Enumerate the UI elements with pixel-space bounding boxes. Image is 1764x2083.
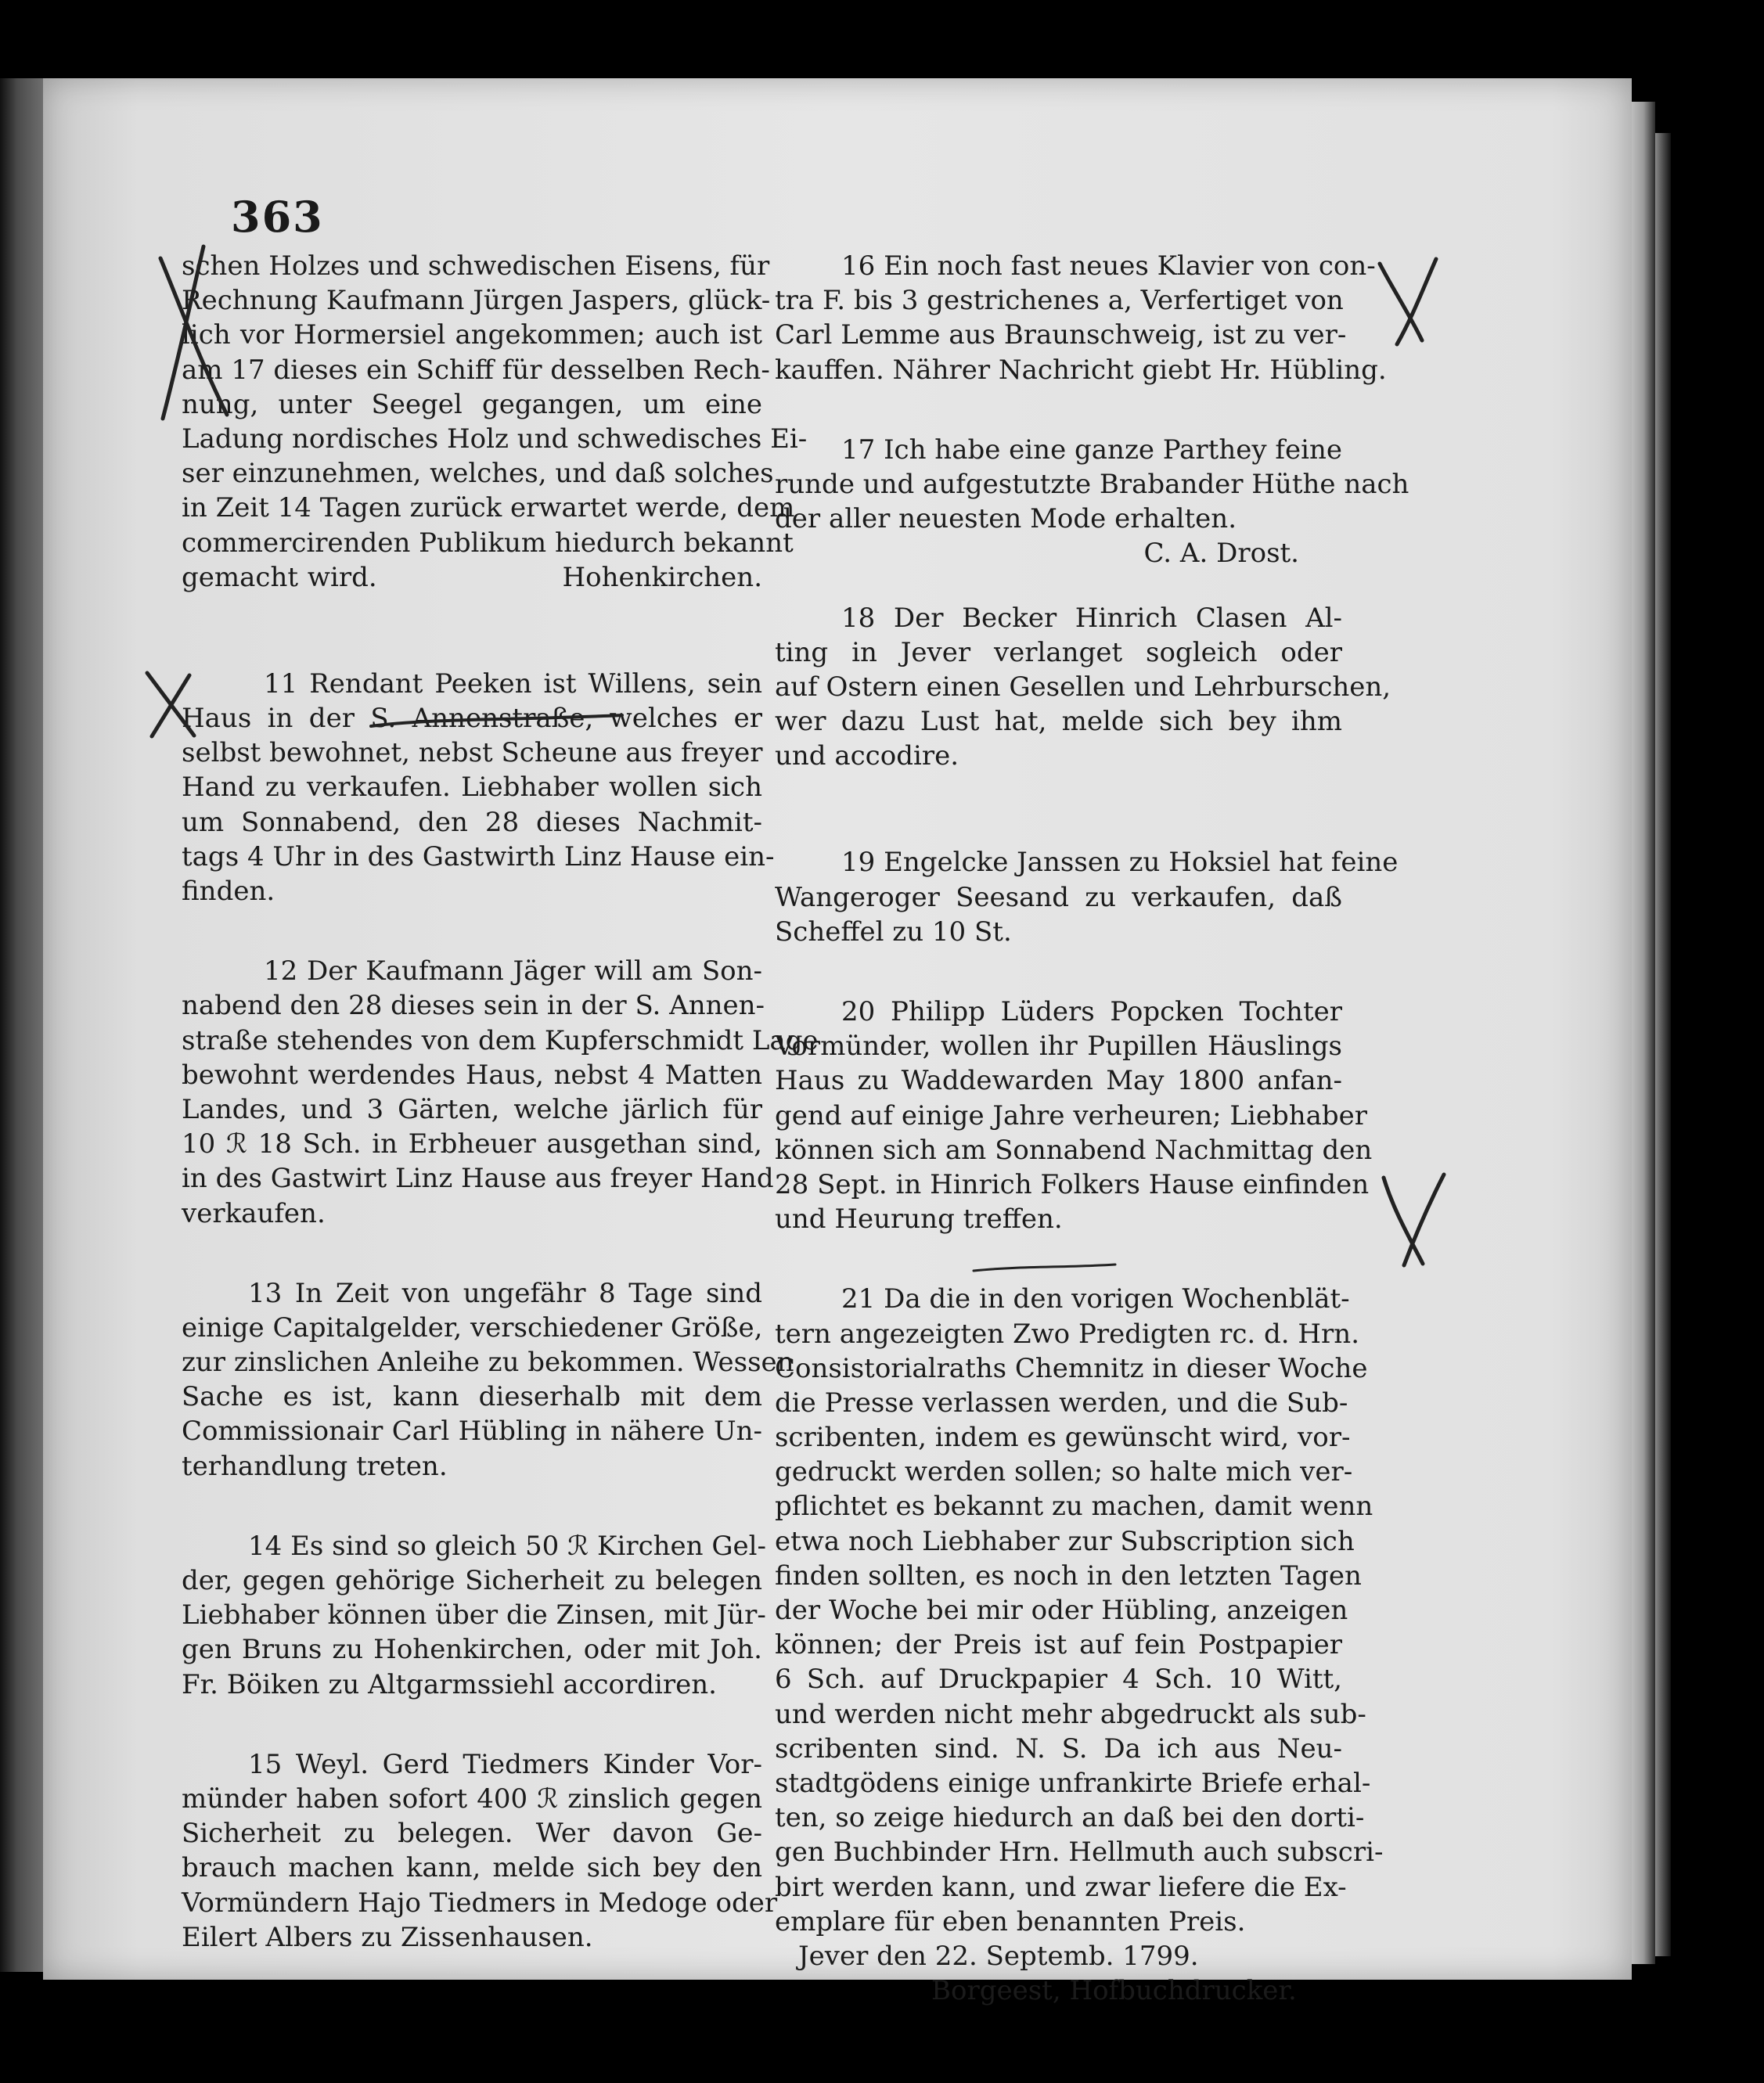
text-line: Ladung nordisches Holz und schwedisches Ei-	[182, 423, 808, 455]
text-line: einige Capitalgelder, verschiedener Größe,	[182, 1311, 763, 1344]
text-line: brauch machen kann, melde sich bey den	[182, 1852, 762, 1884]
text-line: nabend den 28 dieses sein in der S. Annen-	[182, 990, 765, 1022]
left-column	[182, 249, 819, 1955]
text-line: Commissionair Carl Hübling in nähere Un-	[182, 1416, 762, 1448]
pencil-x-mark	[149, 243, 235, 423]
text-line: 18 Der Becker Hinrich Clasen Al-	[841, 602, 1342, 634]
text-line: Consistorialraths Chemnitz in dieser Woche	[775, 1352, 1368, 1384]
text-line: und accodire.	[775, 740, 959, 772]
pencil-x-mark	[1373, 254, 1440, 348]
text-line: um Sonnabend, den 28 dieses Nachmit-	[182, 806, 762, 838]
text-line: auf Ostern einen Gesellen und Lehrburschen,	[775, 671, 1391, 703]
text-line: straße stehendes von dem Kupferschmidt Lage	[182, 1024, 819, 1056]
pencil-x-mark	[141, 669, 200, 739]
text-line: die Presse verlassen werden, und die Sub-	[775, 1387, 1348, 1419]
pencil-underline	[970, 1261, 1119, 1277]
text-line: stadtgödens einige unfrankirte Briefe erhal-	[775, 1767, 1371, 1799]
text-line: runde und aufgestutzte Brabander Hüthe nach	[775, 468, 1409, 500]
text-line: gend auf einige Jahre verheuren; Liebhaber	[775, 1099, 1368, 1131]
text-line: terhandlung treten.	[182, 1450, 448, 1482]
text-line: ser einzunehmen, welches, und daß solches	[182, 458, 774, 490]
text-line: 10 ℛ 18 Sch. in Erbheuer ausgethan sind,	[182, 1128, 762, 1160]
text-line: pflichtet es bekannt zu machen, damit wenn	[775, 1491, 1373, 1523]
text-line: emplare für eben benannten Preis.	[775, 1905, 1246, 1937]
text-line: gen Bruns zu Hohenkirchen, oder mit Joh.	[182, 1634, 762, 1666]
page-stack-edge	[1632, 102, 1655, 1964]
text-line: Carl Lemme aus Braunschweig, ist zu ver-	[775, 319, 1347, 351]
notice-15	[182, 1747, 778, 1955]
pencil-x-mark	[1377, 1170, 1448, 1268]
notice-signature: C. A. Drost.	[1143, 538, 1299, 570]
text-line: der aller neuesten Mode erhalten.	[775, 503, 1237, 535]
text-line: birt werden kann, und zwar liefere die Ex-	[775, 1871, 1347, 1903]
text-line: kauffen. Nährer Nachricht giebt Hr. Hübling.	[775, 354, 1387, 386]
text-line: zur zinslichen Anleihe zu bekommen. Wessen	[182, 1347, 794, 1379]
text-line: der, gegen gehörige Sicherheit zu belegen	[182, 1565, 762, 1596]
text-line: Hand zu verkaufen. Liebhaber wollen sich	[182, 772, 762, 804]
text-line: ten, so zeige hiedurch an daß bei den dorti-	[775, 1802, 1365, 1834]
text-line: Rechnung Kaufmann Jürgen Jaspers, glück-	[182, 285, 771, 317]
text-line: Haus in der S. Annenstraße, welches er	[182, 703, 762, 735]
text-line: Sache es ist, kann dieserhalb mit dem	[182, 1381, 762, 1413]
text-line: wer dazu Lust hat, melde sich bey ihm	[775, 706, 1342, 738]
notice-13	[182, 1276, 794, 1484]
text-line: Vormündern Hajo Tiedmers in Medoge oder	[182, 1887, 778, 1919]
text-line: selbst bewohnet, nebst Scheune aus freyer	[182, 737, 763, 769]
text-line: ting in Jever verlanget sogleich oder	[775, 636, 1342, 668]
text-line: 15 Weyl. Gerd Tiedmers Kinder Vor-	[248, 1748, 762, 1780]
text-line: der Woche bei mir oder Hübling, anzeigen	[775, 1595, 1348, 1626]
notice-14	[182, 1529, 766, 1702]
text-line: in des Gastwirt Linz Hause aus freyer Hand	[182, 1163, 774, 1195]
text-line: 6 Sch. auf Druckpapier 4 Sch. 10 Witt,	[775, 1664, 1342, 1696]
text-line: Sicherheit zu belegen. Wer davon Ge-	[182, 1818, 762, 1850]
text-line: 14 Es sind so gleich 50 ℛ Kirchen Gel-	[248, 1530, 766, 1562]
text-line: scribenten, indem es gewünscht wird, vor-	[775, 1422, 1351, 1454]
text-line: 20 Philipp Lüders Popcken Tochter	[841, 996, 1342, 1027]
text-line: gedruckt werden sollen; so halte mich ver-	[775, 1456, 1353, 1488]
notice-21	[775, 1282, 1384, 1939]
notice-12	[182, 954, 819, 1231]
notice-18	[775, 601, 1391, 774]
text-line: finden sollten, es noch in den letzten Tagen	[775, 1560, 1362, 1592]
text-line: 12 Der Kaufmann Jäger will am Son-	[264, 955, 762, 988]
text-line: tra F. bis 3 gestrichenes a, Verfertiget von	[775, 285, 1344, 317]
text-line: Landes, und 3 Gärten, welche järlich für	[182, 1093, 762, 1125]
notice-11	[182, 667, 775, 908]
text-line: Fr. Böiken zu Altgarmssiehl accordiren.	[182, 1668, 717, 1700]
text-line: gen Buchbinder Hrn. Hellmuth auch subscri-	[775, 1837, 1384, 1869]
text-line: Haus zu Waddewarden May 1800 anfan-	[775, 1065, 1342, 1097]
left-page-edge	[0, 78, 43, 1972]
text-line: 17 Ich habe eine ganze Parthey feine	[841, 434, 1342, 466]
notice-16	[775, 249, 1387, 387]
text-line: etwa noch Liebhaber zur Subscription sich	[775, 1525, 1355, 1557]
text-line: finden.	[182, 876, 275, 907]
text-line: Eilert Albers zu Zissenhausen.	[182, 1921, 593, 1953]
text-line: schen Holzes und schwedischen Eisens, für	[182, 250, 770, 282]
page-number: 363	[231, 192, 324, 242]
text-line: Vormünder, wollen ihr Pupillen Häuslings	[775, 1031, 1342, 1063]
text-line: Liebhaber können über die Zinsen, mit Jür-	[182, 1599, 766, 1632]
text-line: gemacht wird. Hohenkirchen.	[182, 561, 762, 593]
text-line: können; der Preis ist auf fein Postpapier	[775, 1629, 1342, 1661]
text-line: und werden nicht mehr abgedruckt als sub-	[775, 1698, 1366, 1730]
text-line: Scheffel zu 10 St.	[775, 916, 1012, 948]
text-line: 19 Engelcke Janssen zu Hoksiel hat feine	[841, 847, 1399, 879]
printer-imprint: Borgeest, Hofbuchdrucker.	[931, 1975, 1297, 2007]
pencil-underline	[368, 711, 626, 734]
text-line: scribenten sind. N. S. Da ich aus Neu-	[775, 1732, 1342, 1765]
text-line: lich vor Hormersiel angekommen; auch ist	[182, 319, 762, 351]
text-line: tags 4 Uhr in des Gastwirth Linz Hause ein-	[182, 840, 775, 872]
text-line: münder haben sofort 400 ℛ zinslich gegen	[182, 1783, 762, 1815]
text-line: 11 Rendant Peeken ist Willens, sein	[264, 667, 762, 700]
text-line: 21 Da die in den vorigen Wochenblät-	[841, 1283, 1350, 1315]
notice-19	[775, 845, 1399, 949]
notice-17	[775, 433, 1409, 571]
text-line: 16 Ein noch fast neues Klavier von con-	[841, 250, 1376, 282]
text-line: commercirenden Publikum hiedurch bekannt	[182, 527, 794, 559]
text-line: nung, unter Seegel gegangen, um eine	[182, 388, 762, 420]
text-line: Wangeroger Seesand zu verkaufen, daß	[775, 881, 1342, 913]
page-stack-edge-outer	[1655, 133, 1671, 1956]
text-line: 28 Sept. in Hinrich Folkers Hause einfinden	[775, 1168, 1370, 1200]
text-line: bewohnt werdendes Haus, nebst 4 Matten	[182, 1059, 762, 1091]
notice-20	[775, 995, 1373, 1236]
text-line: verkaufen.	[182, 1197, 326, 1229]
text-line: 13 In Zeit von ungefähr 8 Tage sind	[248, 1277, 762, 1309]
right-column	[775, 249, 1409, 2008]
text-line: tern angezeigten Zwo Predigten rc. d. Hrn.	[775, 1318, 1360, 1350]
notice-10-continuation	[182, 249, 808, 595]
text-line: am 17 dieses ein Schiff für desselben Rech-	[182, 354, 770, 386]
text-line: und Heurung treffen.	[775, 1203, 1063, 1236]
place-date: Jever den 22. Septemb. 1799.	[798, 1940, 1199, 1972]
text-line: können sich am Sonnabend Nachmittag den	[775, 1134, 1373, 1166]
text-line: in Zeit 14 Tagen zurück erwartet werde, dem	[182, 492, 795, 524]
